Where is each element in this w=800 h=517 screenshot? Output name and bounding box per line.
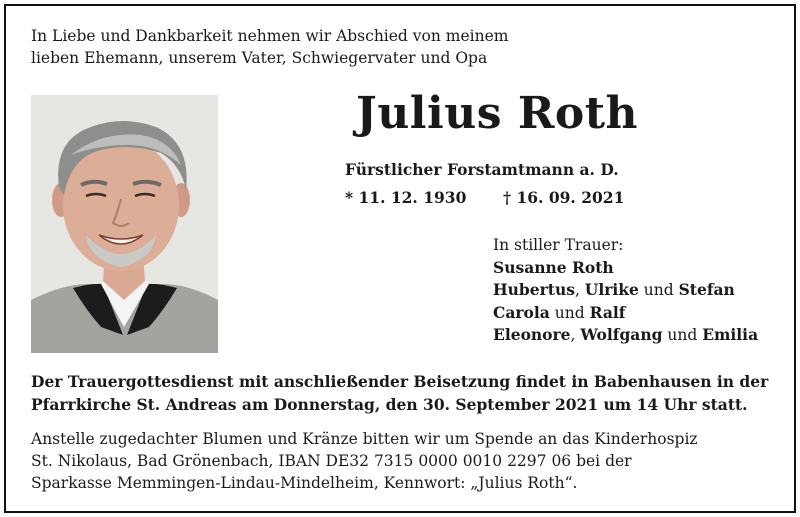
mourner-name: Hubertus <box>493 280 575 299</box>
mourner-line <box>493 257 758 280</box>
mourner-name: Wolfgang <box>580 325 663 344</box>
birth-date: * 11. 12. 1930 <box>345 188 467 207</box>
deceased-title: Fürstlicher Forstamtmann a. D. <box>345 160 619 179</box>
death-date: † 16. 09. 2021 <box>503 188 625 207</box>
deceased-name: Julius Roth <box>356 88 639 139</box>
separator: und <box>549 303 590 322</box>
separator: und <box>638 281 679 299</box>
mourner-name: Ralf <box>589 302 626 322</box>
service-line: Der Trauergottesdienst mit anschließender Beisetzung findet in Babenhausen in der <box>31 372 769 391</box>
separator: , <box>574 281 585 299</box>
mourner-name: Ulrike <box>584 280 639 299</box>
separator: und <box>662 326 703 344</box>
donation-line: Sparkasse Memmingen-Lindau-Mindelheim, Kennwort: „Julius Roth“. <box>31 474 578 492</box>
mourner-name: Carola <box>493 302 550 322</box>
intro-line: In Liebe und Dankbarkeit nehmen wir Abschied von meinem <box>31 27 509 45</box>
mourner-line <box>493 279 758 302</box>
mourners-list <box>493 234 758 347</box>
mourners-heading: In stiller Trauer: <box>493 236 624 254</box>
donation-line: St. Nikolaus, Bad Grönenbach, IBAN DE32 7315 0000 0010 2297 06 bei der <box>31 452 632 470</box>
separator: , <box>570 326 581 344</box>
mourner-line <box>493 324 758 347</box>
mourner-name: Susanne Roth <box>493 257 614 277</box>
intro-text <box>31 25 508 69</box>
mourner-line <box>493 302 758 325</box>
service-announcement <box>31 370 768 416</box>
mourner-name: Stefan <box>678 280 735 299</box>
portrait-photo <box>31 95 218 353</box>
intro-line: lieben Ehemann, unserem Vater, Schwiegervater und Opa <box>31 49 488 67</box>
mourner-name: Eleonore <box>493 325 571 344</box>
donation-line: Anstelle zugedachter Blumen und Kränze bitten wir um Spende an das Kinderhospiz <box>31 430 698 448</box>
mourner-name: Emilia <box>702 325 759 344</box>
service-line: Pfarrkirche St. Andreas am Donnerstag, den 30. September 2021 um 14 Uhr statt. <box>31 395 748 414</box>
donation-notice <box>31 428 698 494</box>
